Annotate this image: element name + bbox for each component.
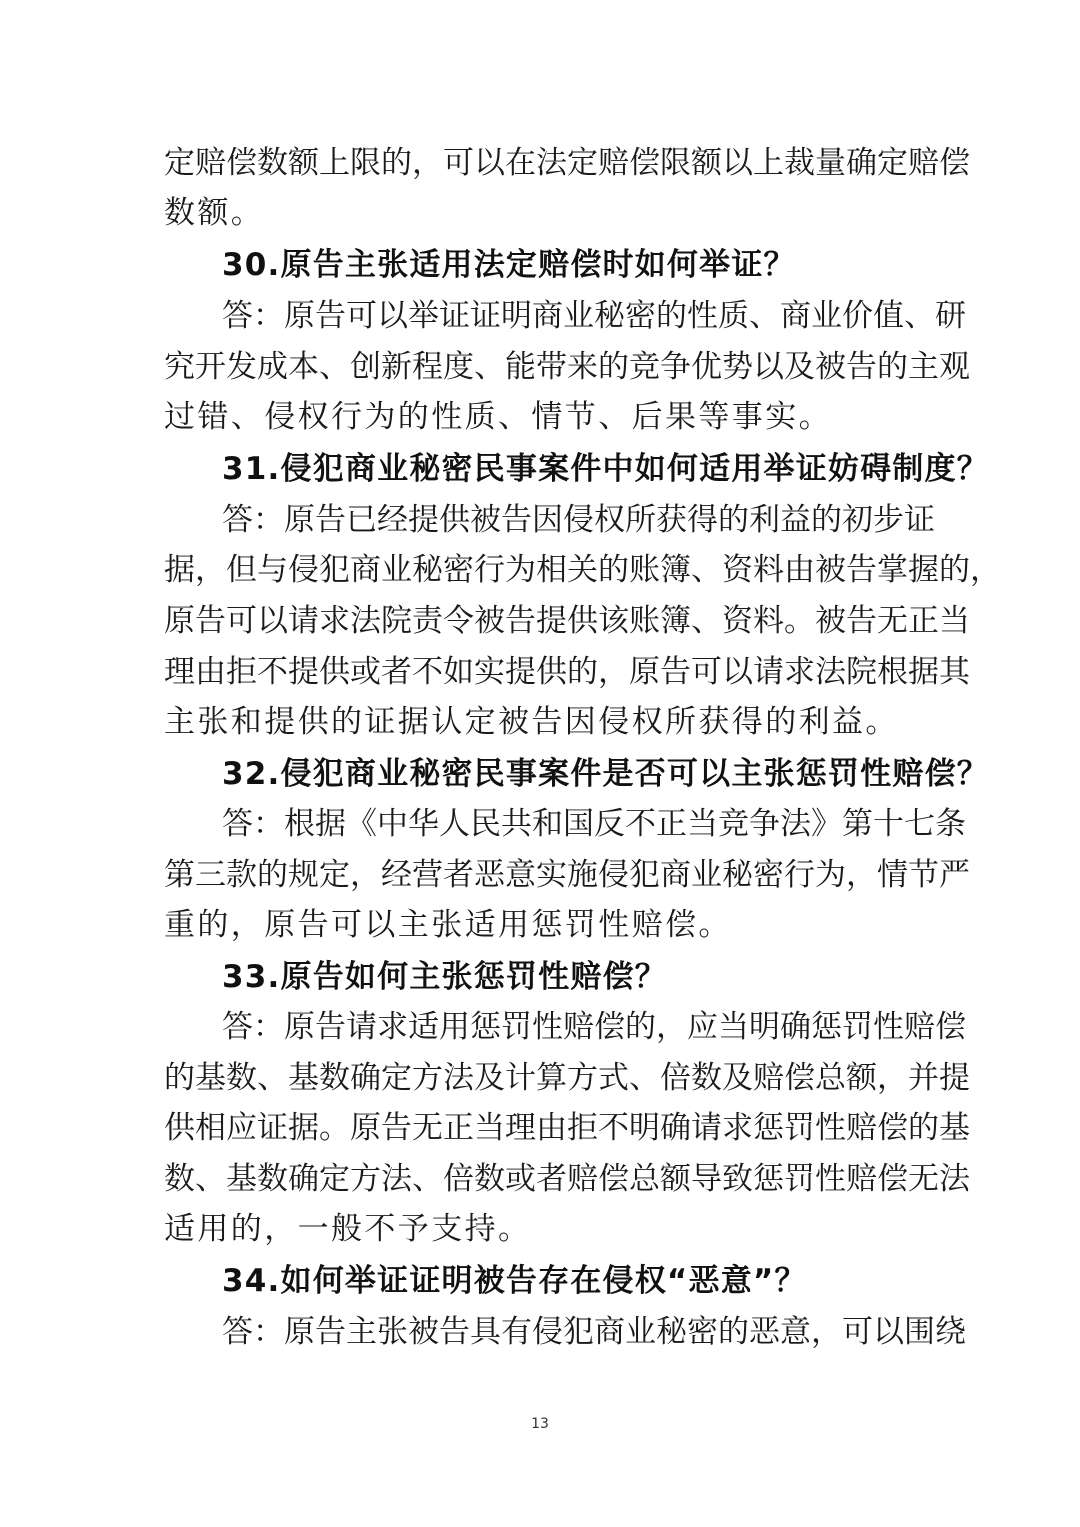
answer-text-line: 理由拒不提供或者不如实提供的，原告可以请求法院根据其 bbox=[164, 654, 970, 690]
answer-text-line: 答：原告已经提供被告因侵权所获得的利益的初步证 bbox=[222, 502, 935, 538]
answer-text-line: 过错、侵权行为的性质、情节、后果等事实。 bbox=[164, 399, 832, 435]
answer-text-line: 适用的，一般不予支持。 bbox=[164, 1211, 532, 1247]
answer-text-line: 第三款的规定，经营者恶意实施侵犯商业秘密行为，情节严 bbox=[164, 857, 970, 893]
question-heading-30: 30.原告主张适用法定赔偿时如何举证？ bbox=[222, 247, 796, 283]
body-text-line: 定赔偿数额上限的，可以在法定赔偿限额以上裁量确定赔偿 bbox=[164, 145, 970, 181]
answer-text-line: 答：原告请求适用惩罚性赔偿的，应当明确惩罚性赔偿 bbox=[222, 1009, 966, 1045]
answer-text-line: 重的，原告可以主张适用惩罚性赔偿。 bbox=[164, 907, 732, 943]
answer-text-line: 答：原告可以举证证明商业秘密的性质、商业价值、研 bbox=[222, 298, 966, 334]
answer-text-line: 的基数、基数确定方法及计算方式、倍数及赔偿总额，并提 bbox=[164, 1060, 970, 1096]
answer-text-line: 主张和提供的证据认定被告因侵权所获得的利益。 bbox=[164, 704, 899, 740]
answer-text-line: 供相应证据。原告无正当理由拒不明确请求惩罚性赔偿的基 bbox=[164, 1110, 970, 1146]
answer-text-line: 数、基数确定方法、倍数或者赔偿总额导致惩罚性赔偿无法 bbox=[164, 1161, 970, 1197]
question-heading-32: 32.侵犯商业秘密民事案件是否可以主张惩罚性赔偿？ bbox=[222, 756, 989, 792]
answer-text-line: 原告可以请求法院责令被告提供该账簿、资料。被告无正当 bbox=[164, 603, 970, 639]
body-text-line: 数额。 bbox=[164, 195, 265, 231]
answer-text-line: 答：根据《中华人民共和国反不正当竞争法》第十七条 bbox=[222, 806, 966, 842]
question-heading-33: 33.原告如何主张惩罚性赔偿？ bbox=[222, 959, 667, 995]
answer-text-line: 据，但与侵犯商业秘密行为相关的账簿、资料由被告掌握的， bbox=[164, 552, 1001, 588]
page-number: 13 bbox=[531, 1416, 549, 1432]
answer-text-line: 答：原告主张被告具有侵犯商业秘密的恶意，可以围绕 bbox=[222, 1314, 966, 1350]
answer-text-line: 究开发成本、创新程度、能带来的竞争优势以及被告的主观 bbox=[164, 349, 970, 385]
question-heading-31: 31.侵犯商业秘密民事案件中如何适用举证妨碍制度？ bbox=[222, 451, 989, 487]
question-heading-34: 34.如何举证证明被告存在侵权“恶意”？ bbox=[222, 1263, 807, 1299]
